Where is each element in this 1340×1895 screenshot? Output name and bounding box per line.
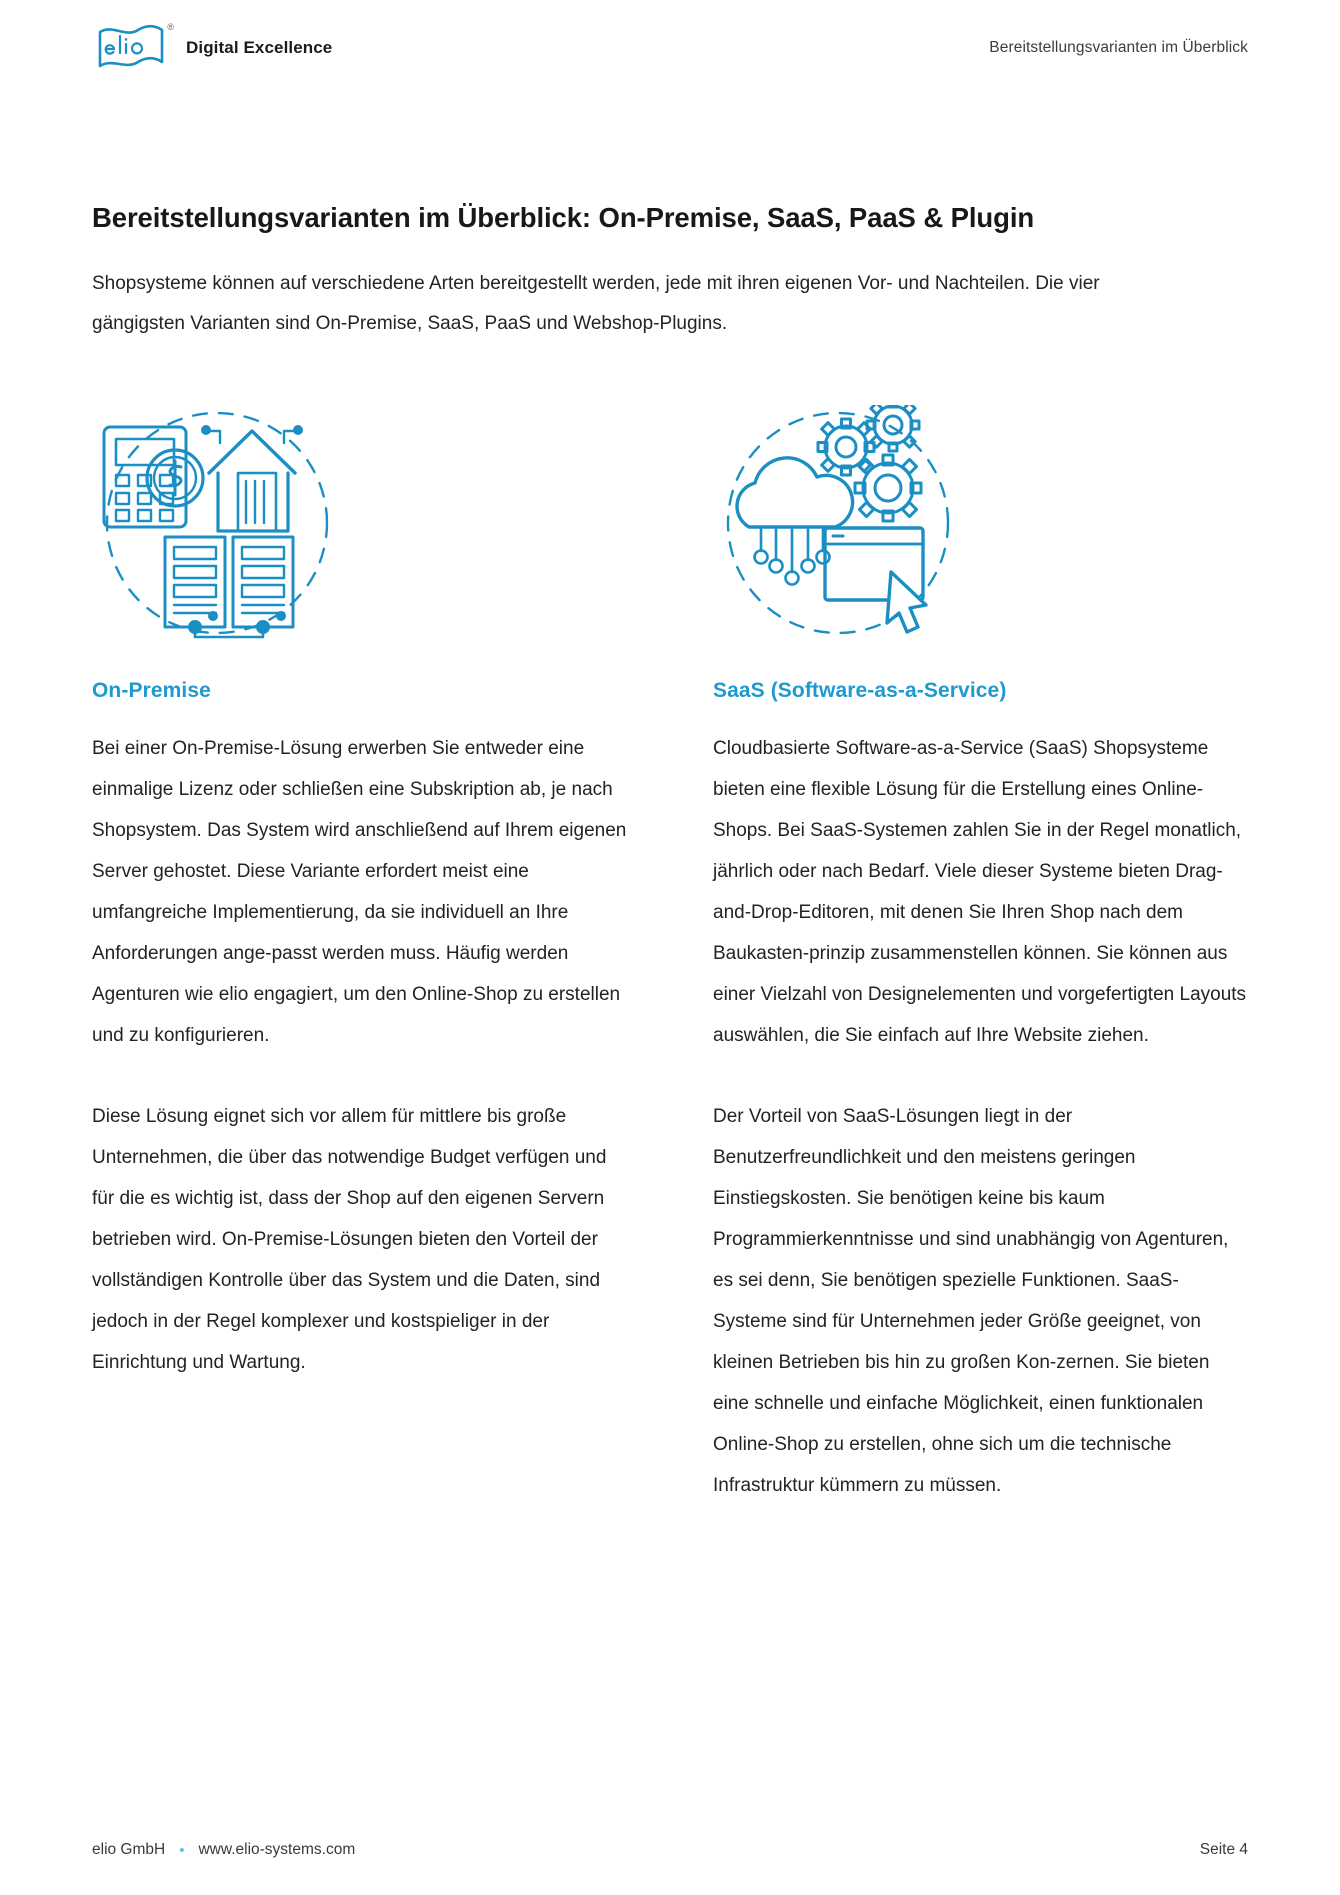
- on-premise-paragraph-2: Diese Lösung eignet sich vor allem für mittlere bis große Unternehmen, die über das notwendige Budget verfügen und für die es wichtig ist, dass der Shop auf den eigenen Servern betrieben wird. On-Premise-Lösungen bieten den Vorteil der vollständigen Kontrolle über das System und die Daten, sind jedoch in der Regel komplexer und kostspieliger in der Einrichtung und Wartung.: [92, 1106, 607, 1374]
- saas-paragraph-1: Cloudbasierte Software-as-a-Service (SaaS) Shopsysteme bieten eine flexible Lösung für die Erstellung eines Online-Shops. Bei SaaS-Systemen zahlen Sie in der Regel monatlich, jährlich oder nach Bedarf. Viele dieser Systeme bieten Drag-and-Drop-Editoren, mit denen Sie Ihren Shop nach dem Baukasten-prinzip zusammenstellen können. Sie können aus einer Vielzahl von Designelementen und vorgefertigten Layouts auswählen, die Sie einfach auf Ihre Website ziehen.: [713, 738, 1247, 1047]
- footer-company: elio GmbH: [92, 1841, 166, 1858]
- brand-tagline: Digital Excellence: [186, 38, 333, 57]
- brand-lockup: [92, 22, 332, 74]
- elio-logo: [92, 22, 174, 74]
- saas-illustration: [713, 405, 1248, 640]
- page-footer: [92, 1841, 1248, 1859]
- registered-trademark-icon: ®: [167, 22, 174, 32]
- content-columns: [92, 405, 1248, 1506]
- page-title: Bereitstellungsvarianten im Überblick: On-Premise, SaaS, PaaS & Plugin: [92, 202, 1035, 234]
- running-head: Bereitstellungsvarianten im Überblick: [989, 39, 1248, 56]
- footer-separator-dot: •: [179, 1841, 185, 1859]
- column-saas: [713, 405, 1248, 1506]
- column-heading-on-premise: On-Premise: [92, 679, 211, 702]
- on-premise-paragraph-1: Bei einer On-Premise-Lösung erwerben Sie entweder eine einmalige Lizenz oder schließen eine Subskription ab, je nach Shopsystem. Das System wird anschließend auf Ihrem eigenen Server gehostet. Diese Variante erfordert meist eine umfangreiche Implementierung, da sie individuell an Ihre Anforderungen ange-passt werden muss. Häufig werden Agenturen wie elio engagiert, um den Online-Shop zu erstellen und zu konfigurieren.: [92, 738, 627, 1047]
- footer-website[interactable]: www.elio-systems.com: [198, 1841, 356, 1858]
- saas-paragraph-2: Der Vorteil von SaaS-Lösungen liegt in der Benutzerfreundlichkeit und den meistens geringen Einstiegskosten. Sie benötigen keine bis kaum Programmierkenntnisse und sind unabhängig von Agenturen, es sei denn, Sie benötigen spezielle Funktionen. SaaS-Systeme sind für Unternehmen jeder Größe geeignet, von kleinen Betrieben bis hin zu großen Kon-zernen. Sie bieten eine schnelle und einfache Möglichkeit, einen funktionalen Online-Shop zu erstellen, ohne sich um die technische Infrastruktur kümmern zu müssen.: [713, 1106, 1229, 1497]
- column-heading-saas: SaaS (Software-as-a-Service): [713, 679, 1007, 702]
- footer-left: [92, 1841, 355, 1859]
- intro-paragraph: Shopsysteme können auf verschiedene Arten bereitgestellt werden, jede mit ihren eigenen Vor- und Nachteilen. Die vier gängigsten Varianten sind On-Premise, SaaS, PaaS und Webshop-Plugins.: [92, 273, 1100, 334]
- footer-page-number: Seite 4: [1199, 1841, 1248, 1858]
- column-on-premise: [92, 405, 627, 1506]
- page-header: [92, 18, 1248, 78]
- on-premise-illustration: [92, 405, 627, 640]
